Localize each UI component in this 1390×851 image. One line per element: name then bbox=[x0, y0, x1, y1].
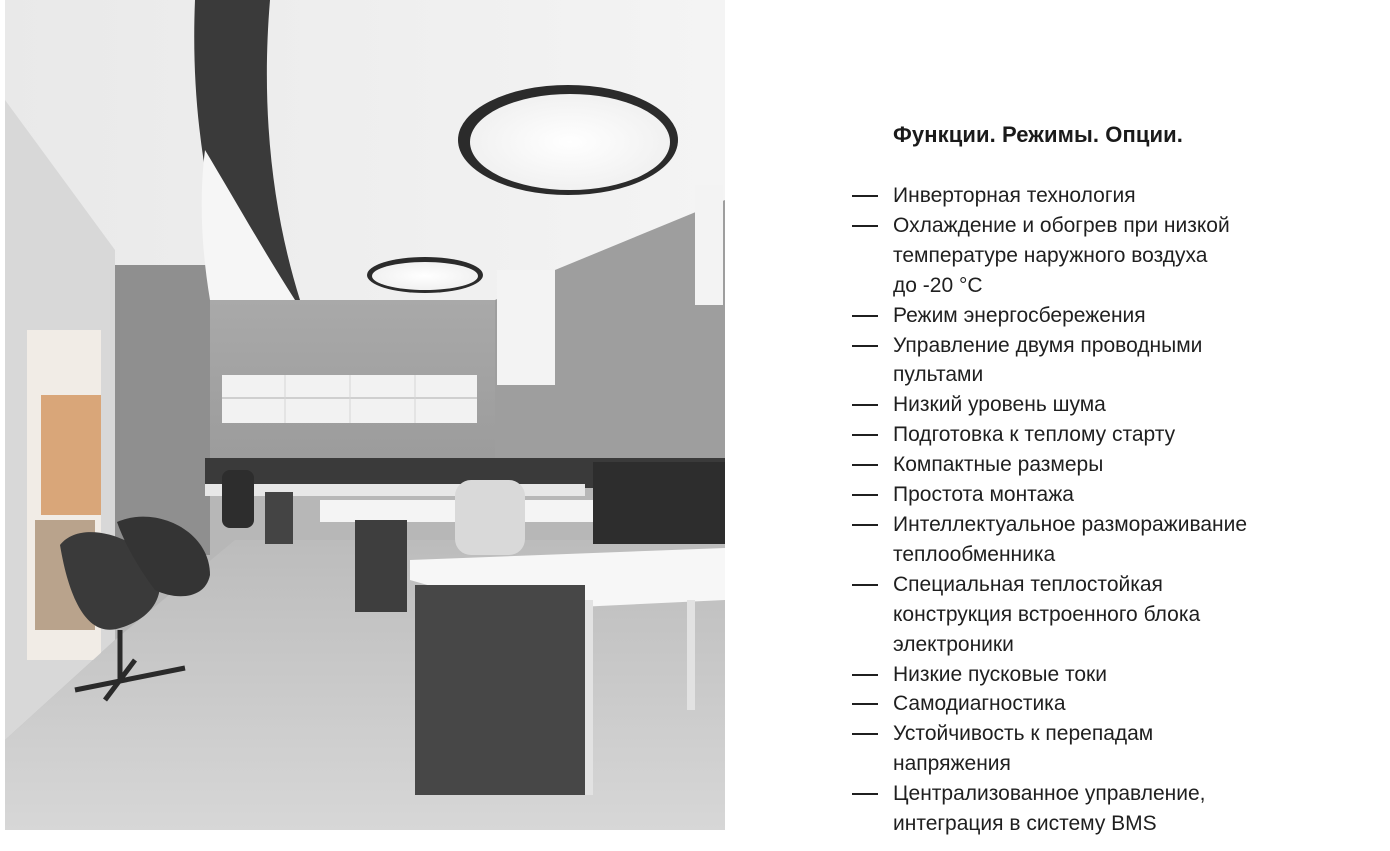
feature-list-item: Управление двумя проводными пультами bbox=[893, 333, 1203, 387]
feature-list-item: Подготовка к теплому старту bbox=[893, 423, 1176, 447]
feature-list-item: Компактные размеры bbox=[893, 453, 1104, 477]
feature-list-item: Охлаждение и обогрев при низкой температуре наружного воздуха до -20 °С bbox=[893, 213, 1230, 297]
feature-list-item: Интеллектуальное размораживание теплообменника bbox=[893, 512, 1248, 566]
feature-list-item: Инверторная технология bbox=[893, 184, 1136, 207]
features-section bbox=[852, 120, 1372, 839]
feature-list bbox=[852, 181, 1372, 839]
feature-list-item: Специальная теплостойкая конструкция встроенного блока электроники bbox=[893, 572, 1201, 656]
feature-list-item: Режим энергосбережения bbox=[893, 303, 1146, 327]
feature-list-item: Низкий уровень шума bbox=[893, 393, 1106, 417]
section-heading: Функции. Режимы. Опции. bbox=[893, 122, 1183, 147]
feature-list-item: Устойчивость к перепадам напряжения bbox=[893, 722, 1154, 776]
feature-list-item: Низкие пусковые токи bbox=[893, 662, 1107, 686]
office-interior-photo bbox=[5, 0, 725, 830]
feature-list-item: Самодиагностика bbox=[893, 692, 1066, 716]
feature-list-item: Простота монтажа bbox=[893, 483, 1074, 507]
feature-list-item: Централизованное управление, интеграция в систему BMS bbox=[893, 782, 1206, 836]
